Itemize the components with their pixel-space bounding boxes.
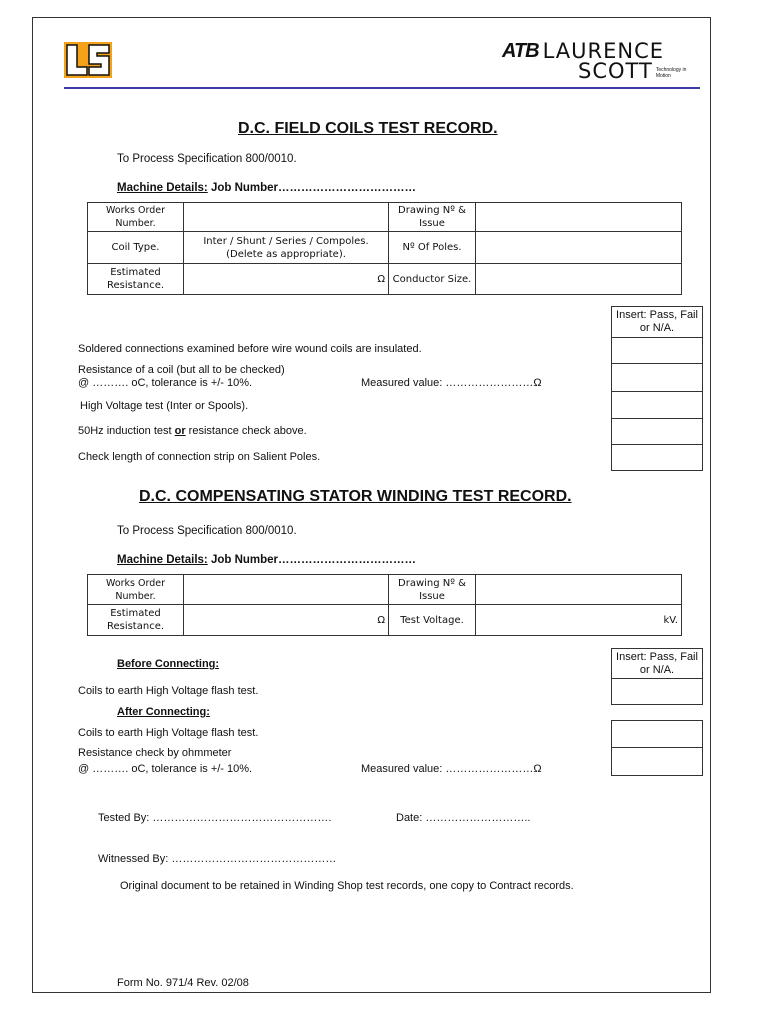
check-connection-strip: Check length of connection strip on Salient Poles.	[78, 451, 321, 463]
drawing-field-2[interactable]	[476, 575, 682, 605]
result-box-ohmmeter[interactable]	[611, 747, 703, 776]
measured-value-field-2[interactable]: Measured value: ……………………Ω	[361, 763, 542, 775]
machine-details-label-2: Machine Details:	[117, 554, 208, 566]
ls-logo-icon	[64, 42, 112, 78]
coil-type-label: Coil Type.	[88, 232, 184, 264]
witnessed-by-field[interactable]: Witnessed By: ………………………………………	[98, 853, 337, 865]
result-box-high-voltage[interactable]	[611, 391, 703, 419]
conductor-field[interactable]	[476, 264, 682, 295]
est-resistance-label: Estimated Resistance.	[88, 264, 184, 295]
check-tolerance: @ ………. oC, tolerance is +/- 10%.	[78, 377, 253, 389]
poles-field[interactable]	[476, 232, 682, 264]
ohmmeter-tolerance: @ ………. oC, tolerance is +/- 10%.	[78, 763, 253, 775]
machine-details-label: Machine Details:	[117, 182, 208, 194]
result-box-soldered[interactable]	[611, 337, 703, 364]
drawing-field[interactable]	[476, 203, 682, 232]
logo-tagline: Technology in Motion	[655, 67, 687, 79]
scott-logo-text: SCOTT	[578, 59, 653, 83]
ato-logo-text: ATB	[502, 39, 539, 62]
check-induction-a: 50Hz induction test	[78, 425, 175, 437]
result-box-induction[interactable]	[611, 418, 703, 445]
before-check: Coils to earth High Voltage flash test.	[78, 685, 259, 697]
before-connecting-label: Before Connecting:	[117, 658, 220, 670]
works-order-label-2: Works Order Number.	[88, 575, 184, 605]
tested-by-field[interactable]: Tested By: ………………………………………….	[98, 812, 332, 824]
works-order-field-2[interactable]	[184, 575, 389, 605]
result-box-after[interactable]	[611, 720, 703, 748]
est-resistance-field[interactable]	[184, 264, 389, 295]
compensating-winding-title: D.C. COMPENSATING STATOR WINDING TEST RECORD.	[139, 488, 572, 505]
result-box-resistance[interactable]	[611, 363, 703, 392]
est-resistance-label-2: Estimated Resistance.	[88, 605, 184, 636]
retain-note: Original document to be retained in Winding Shop test records, one copy to Contract records.	[120, 880, 574, 892]
insert-header-2: Insert: Pass, Fail or N/A.	[611, 648, 703, 679]
machine-details-line-2	[117, 554, 416, 566]
result-box-connection-strip[interactable]	[611, 444, 703, 471]
insert-header-1: Insert: Pass, Fail or N/A.	[611, 306, 703, 338]
ohm-unit: Ω	[377, 273, 385, 285]
laurence-logo-text: LAURENCE	[542, 39, 665, 63]
check-high-voltage: High Voltage test (Inter or Spools).	[80, 400, 249, 412]
machine-details-table	[87, 202, 682, 295]
date-field[interactable]: Date: ………………………..	[396, 812, 531, 824]
after-check: Coils to earth High Voltage flash test.	[78, 727, 259, 739]
ohm-unit-2: Ω	[377, 614, 385, 626]
works-order-label: Works Order Number.	[88, 203, 184, 232]
after-connecting-label: After Connecting:	[117, 706, 210, 718]
check-resistance: Resistance of a coil (but all to be checked)	[78, 364, 285, 376]
laurence-scott-logo	[502, 40, 702, 90]
machine-details-line	[117, 182, 416, 194]
est-resistance-field-2[interactable]	[184, 605, 389, 636]
conductor-label: Conductor Size.	[389, 264, 476, 295]
check-induction-b: resistance check above.	[185, 425, 307, 437]
works-order-field[interactable]	[184, 203, 389, 232]
check-induction-or: or	[174, 425, 186, 437]
measured-value-field[interactable]: Measured value: ……………………Ω	[361, 377, 542, 389]
coil-type-options[interactable]: Inter / Shunt / Series / Compoles. (Delete as appropriate).	[184, 232, 389, 264]
process-spec-2: To Process Specification 800/0010.	[117, 525, 297, 537]
form-number: Form No. 971/4 Rev. 02/08	[117, 977, 249, 989]
kv-unit: kV.	[663, 614, 678, 626]
test-voltage-field[interactable]	[476, 605, 682, 636]
job-number-field[interactable]: Job Number………………………………	[207, 182, 417, 194]
machine-details-table-2	[87, 574, 682, 636]
result-box-before[interactable]	[611, 678, 703, 705]
job-number-field-2[interactable]: Job Number………………………………	[207, 554, 417, 566]
ohmmeter-check: Resistance check by ohmmeter	[78, 747, 232, 759]
check-induction	[78, 425, 307, 437]
drawing-label-2: Drawing Nº & Issue	[389, 575, 476, 605]
poles-label: Nº Of Poles.	[389, 232, 476, 264]
drawing-label: Drawing Nº & Issue	[389, 203, 476, 232]
field-coils-title: D.C. FIELD COILS TEST RECORD.	[238, 120, 498, 137]
test-voltage-label: Test Voltage.	[389, 605, 476, 636]
process-spec: To Process Specification 800/0010.	[117, 153, 297, 165]
header-divider	[64, 87, 700, 89]
check-soldered: Soldered connections examined before wire wound coils are insulated.	[78, 343, 422, 355]
